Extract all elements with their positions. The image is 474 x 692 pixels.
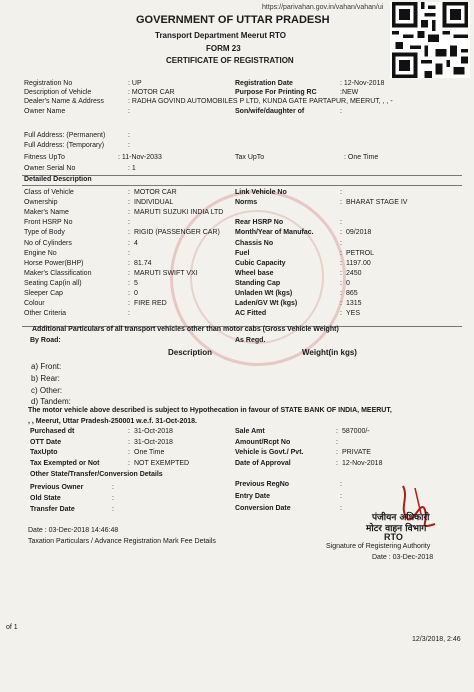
detail-value: 2450 [346,270,362,277]
detail-value: MOTOR CAR [134,189,177,196]
signature-date: Date : 03-Dec-2018 [372,554,434,561]
print-date: Date : 03-Dec-2018 14:46:48 [28,527,119,534]
detail-label: No of Cylinders [24,240,72,247]
detail-label: Front HSRP No [24,219,73,226]
detail-colon: : [340,300,342,307]
owner-label: Owner Name [24,108,66,115]
detail-label: Wheel base [235,270,274,277]
purchase-colon: : [128,449,130,456]
print-timestamp: 12/3/2018, 2:46 [412,636,461,643]
reg-date-label: Registration Date [235,80,293,87]
purchase-value: NOT EXEMPTED [134,460,190,467]
detail-colon: : [340,240,342,247]
detail-value: 1315 [346,300,362,307]
purchase-value: 587000/- [342,428,370,435]
detailed-title: Detailed Description [24,176,92,183]
conversion-date-label: Conversion Date [235,505,291,512]
as-regd-label: As Regd. [235,337,266,344]
detail-value: YES [346,310,361,317]
stamp-hindi-1: पंजीयन अधिकारी [372,513,430,523]
purpose-value: NEW [341,89,359,96]
tax-label: Tax UpTo [235,154,265,161]
detail-label: Other Criteria [24,310,67,317]
prev-regno-label: Previous RegNo [235,481,290,488]
certificate-title: CERTIFICATE OF REGISTRATION [166,56,294,65]
govt-title: GOVERNMENT OF UTTAR PRADESH [136,14,330,26]
purchase-colon: : [336,439,338,446]
divider [22,185,462,186]
detail-label: Maker's Name [24,209,69,216]
detail-colon: : [128,219,130,226]
dealer-value: RADHA GOVIND AUTOMOBILES P LTD, KUNDA GATE PARTAPUR, MEERUT, , , - [131,98,393,105]
desc-value: MOTOR CAR [131,89,175,96]
purpose-label: Purpose For Printing RC [235,89,317,96]
purchase-label: Date of Approval [235,460,291,467]
purchase-colon: : [336,460,338,467]
detail-colon: : [128,310,130,317]
fitness-value: 11-Nov-2033 [121,154,162,161]
weight-col: Weight(in kgs) [302,348,357,357]
detail-colon: : [128,199,130,206]
purchase-label: Vehicle is Govt./ Pvt. [235,449,304,456]
purchase-label: Tax Exempted or Not [30,460,100,467]
purchase-value: 12-Nov-2018 [342,460,383,467]
form-title: FORM 23 [206,44,241,53]
entry-date-label: Entry Date [235,493,271,500]
detail-value: PETROL [346,250,375,257]
taxation-note: Taxation Particulars / Advance Registration Mark Fee Details [28,538,216,545]
addr-perm-label: Full Address: (Permanent) [24,132,106,139]
detail-label: Ownership [24,199,58,206]
purchase-value: PRIVATE [342,449,371,456]
owner-serial-label: Owner Serial No [24,165,76,172]
detail-value: MARUTI SUZUKI INDIA LTD [134,209,224,216]
detail-label: Standing Cap [235,280,281,287]
detail-colon: : [340,219,342,226]
detail-colon: : [340,270,342,277]
reg-date-value: 12-Nov-2018 [343,80,385,87]
detail-value: 09/2018 [346,229,372,236]
detail-value: MARUTI SWIFT VXI [134,270,198,277]
purchase-label: Amount/Rcpt No [235,439,291,446]
qr-code [390,2,470,78]
page-url: https://parivahan.gov.in/vahan/vahan/ui [262,4,384,11]
purchase-value: 31-Oct-2018 [134,439,173,446]
stamp-rto: RTO [384,532,403,542]
purchase-label: OTT Date [30,439,62,446]
detail-label: Fuel [235,250,250,257]
detail-label: Engine No [24,250,57,257]
detail-label: Laden/GV Wt (kgs) [235,300,298,307]
detail-label: Chassis No [235,240,274,247]
addr-temp-label: Full Address: (Temporary) [24,142,105,149]
other-state-title: Other State/Transfer/Conversion Details [30,471,163,478]
page-count: of 1 [6,624,18,631]
prev-owner-label: Previous Owner [30,484,84,491]
detail-value: 865 [346,290,358,297]
detail-value: 81.74 [134,260,152,267]
detail-colon: : [340,229,342,236]
dept-title: Transport Department Meerut RTO [155,31,286,40]
detail-label: Sleeper Cap [24,290,63,297]
detail-colon: : [128,280,130,287]
purchase-colon: : [128,439,130,446]
detail-label: Rear HSRP No [235,219,284,226]
hypothecation-line1: The motor vehicle above described is subject to Hypothecation in favour of STATE BANK OF INDIA, MEERUT, [28,407,392,414]
detail-label: Norms [235,199,258,206]
hypothecation-line2: , , Meerut, Uttar Pradesh-250001 w.e.f. 31-Oct-2018. [28,418,197,425]
detail-value: FIRE RED [134,300,167,307]
detail-colon: : [128,229,130,236]
detail-label: Class of Vehicle [24,189,74,196]
desc-label: Description of Vehicle [24,89,92,96]
detail-value: 0 [134,290,138,297]
detail-label: Maker's Classification [24,270,92,277]
detail-label: Unladen Wt (kgs) [235,290,293,297]
detail-value: 0 [346,280,350,287]
purchase-label: TaxUpto [30,449,58,456]
detail-colon: : [128,260,130,267]
axle-rear: b) Rear: [31,374,60,383]
detail-label: AC Fitted [235,310,267,317]
dealer-label: Dealer's Name & Address [24,98,104,105]
transfer-date-label: Transfer Date [30,506,75,513]
son-of-label: Son/wife/daughter of [235,108,305,115]
detail-colon: : [340,189,342,196]
purchase-colon: : [128,428,130,435]
detail-colon: : [128,189,130,196]
detail-value: 1197.00 [346,260,371,267]
detail-label: Seating Cap(in all) [24,280,82,287]
description-col: Description [168,348,213,357]
detail-colon: : [128,300,130,307]
detail-label: Link Vehicle No [235,189,287,196]
detail-colon: : [340,250,342,257]
detail-label: Month/Year of Manufac. [235,229,314,236]
detail-label: Type of Body [24,229,65,236]
detail-colon: : [340,280,342,287]
detail-value: BHARAT STAGE IV [346,199,408,206]
detail-colon: : [128,240,130,247]
detail-value: 5 [134,280,138,287]
detail-colon: : [128,250,130,257]
owner-serial-value: 1 [131,165,136,172]
purchase-label: Purchased dt [30,428,75,435]
additional-title: Additional Particulars of all transport vehicles other than motor cabs (Gross Vehicle Weight) [32,326,339,333]
tax-value: One Time [347,154,379,161]
detail-colon: : [128,290,130,297]
reg-no-label: Registration No [24,80,73,87]
axle-tandem: d) Tandem: [31,397,71,406]
by-road-label: By Road: [30,337,61,344]
detail-colon: : [128,270,130,277]
detail-value: 4 [134,240,138,247]
reg-no-value: UP [131,80,142,87]
axle-front: a) Front: [31,362,62,371]
detail-colon: : [340,260,342,267]
detail-label: Colour [24,300,45,307]
detail-label: Horse Power(BHP) [24,260,84,267]
old-state-label: Old State [30,495,61,502]
detail-colon: : [340,310,342,317]
detail-label: Cubic Capacity [235,260,286,267]
stamp-hindi-2: मोटर वाहन विभाग [366,524,427,534]
purchase-colon: : [336,428,338,435]
detail-value: INDIVIDUAL [134,199,174,206]
purchase-label: Sale Amt [235,428,265,435]
purchase-value: 31-Oct-2018 [134,428,173,435]
purchase-colon: : [336,449,338,456]
detail-colon: : [340,290,342,297]
signature-label: Signature of Registering Authority [326,543,431,550]
purchase-colon: : [128,460,130,467]
fitness-label: Fitness UpTo [24,154,65,161]
purchase-value: One Time [134,449,165,456]
detail-value: RIGID (PASSENGER CAR) [134,229,220,236]
axle-other: c) Other: [31,386,63,395]
detail-colon: : [128,209,130,216]
detail-colon: : [340,199,342,206]
